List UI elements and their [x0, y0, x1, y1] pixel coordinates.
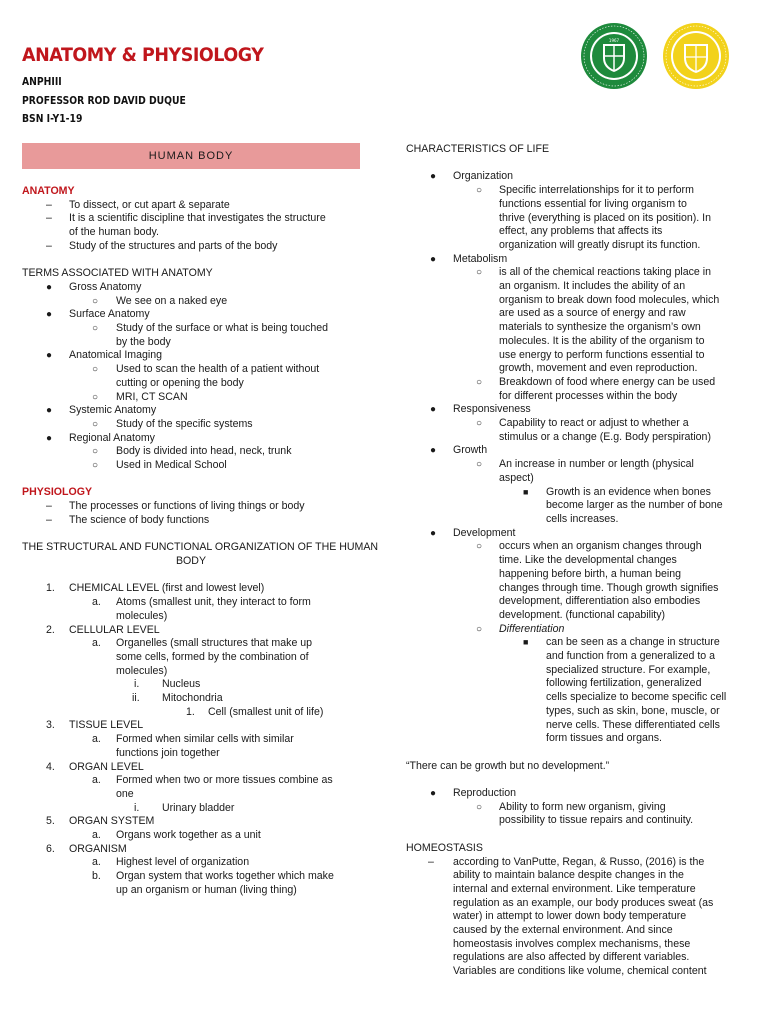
list-item: ○ Specific interrelationships for it to perform	[476, 184, 694, 197]
list-item: are used as a source of energy and raw	[499, 307, 686, 320]
list-item: 2. CELLULAR LEVEL	[46, 623, 160, 636]
list-item: ■ can be seen as a change in structure	[523, 636, 720, 649]
list-item: of the human body.	[69, 226, 159, 239]
list-item: a. Formed when similar cells with similar	[92, 733, 294, 746]
list-item: stimulus or a change (E.g. Body perspiration)	[499, 430, 711, 443]
list-item: ● Anatomical Imaging	[46, 349, 163, 362]
list-item: some cells, formed by the combination of	[116, 650, 309, 663]
list-item: i. Urinary bladder	[134, 801, 235, 814]
quote: “There can be growth but no development.”	[406, 759, 610, 772]
list-item: changes through time. Though growth signifies	[499, 581, 719, 594]
list-item: Variables are conditions like volume, chemical content	[453, 965, 707, 978]
list-item: regulations are also affected by different variables.	[453, 951, 690, 964]
course-code: ANPHIII	[22, 76, 62, 88]
list-item: molecules)	[116, 664, 168, 677]
list-item: aspect)	[499, 471, 534, 484]
list-item: ○ We see on a naked eye	[92, 294, 228, 307]
list-item: growth, movement and even reproduction.	[499, 362, 698, 375]
list-item: ○ Used to scan the health of a patient without	[92, 363, 320, 376]
human-body-banner: HUMAN BODY	[22, 143, 360, 169]
list-item: ● Metabolism	[430, 252, 508, 265]
list-item: homeostasis involves complex mechanisms, these	[453, 937, 691, 950]
list-item: ○ Capability to react or adjust to whether a	[476, 417, 689, 430]
list-item: – The processes or functions of living things or body	[46, 500, 305, 513]
physiology-heading: PHYSIOLOGY	[22, 486, 93, 499]
list-item: effect, any problems that affects its	[499, 225, 663, 238]
list-item: organization will greatly disrupt its function.	[499, 238, 701, 251]
terms-heading: TERMS ASSOCIATED WITH ANATOMY	[22, 267, 213, 280]
list-item: ● Systemic Anatomy	[46, 404, 157, 417]
list-item: ii. Mitochondria	[132, 692, 223, 705]
professor-name: PROFESSOR ROD DAVID DUQUE	[22, 95, 186, 107]
left-column	[22, 185, 379, 898]
list-item: form tissues and organs.	[546, 732, 662, 745]
list-item: ○ Breakdown of food where energy can be used	[476, 375, 716, 388]
list-item: ○ An increase in number or length (physical	[476, 458, 694, 471]
list-item: possibility to tissue repairs and continuity.	[499, 814, 694, 827]
list-item: ability to maintain balance despite changes in the	[453, 869, 684, 882]
list-item: ● Gross Anatomy	[46, 280, 142, 293]
list-item: ● Surface Anatomy	[46, 308, 150, 321]
list-item: for different processes within the body	[499, 389, 678, 402]
seal-year: 1967	[608, 38, 620, 43]
list-item: functions join together	[116, 746, 220, 759]
list-item: – according to VanPutte, Regan, & Russo, (2016) is the	[428, 855, 705, 868]
list-item: molecules)	[116, 609, 168, 622]
characteristics-heading: CHARACTERISTICS OF LIFE	[406, 143, 550, 155]
list-item: one	[116, 787, 134, 800]
list-item: 4. ORGAN LEVEL	[46, 760, 144, 773]
list-item: nerve cells. These differentiated cells	[546, 718, 720, 731]
list-item: ■ Growth is an evidence when bones	[523, 485, 711, 498]
list-item: – Study of the structures and parts of the body	[46, 239, 278, 252]
list-item: a. Formed when two or more tissues combine as	[92, 774, 333, 787]
list-item: organism to break down food molecules, which	[499, 293, 720, 306]
organization-heading-cont: BODY	[175, 554, 207, 567]
list-item: water) in attempt to lower down body temperature	[453, 910, 687, 923]
list-item: cells specialize to become specific cell	[546, 691, 727, 704]
list-item: 1. Cell (smallest unit of life)	[186, 705, 324, 718]
list-item: ○ Study of the specific systems	[92, 417, 253, 430]
list-item: ○ Used in Medical School	[92, 459, 227, 472]
list-item: and function from a generalized to a	[546, 650, 716, 663]
list-item: an organism. It includes the ability of an	[499, 280, 686, 293]
document-title: ANATOMY & PHYSIOLOGY	[22, 44, 264, 66]
list-item: specialized structure. For example,	[546, 663, 711, 676]
list-item: a. Organs work together as a unit	[92, 829, 261, 842]
list-item: ○ Study of the surface or what is being touched	[92, 322, 329, 335]
list-item: ● Development	[430, 526, 516, 539]
list-item: caused by the external environment. And since	[453, 924, 673, 937]
list-item: a. Atoms (smallest unit, they interact to form	[92, 596, 311, 609]
list-item: 5. ORGAN SYSTEM	[46, 815, 155, 828]
list-item: development, differentiation also embodies	[499, 595, 701, 608]
list-item: time. Like the developmental changes	[499, 554, 677, 567]
list-item: b. Organ system that works together which make	[92, 870, 334, 883]
list-item: ● Regional Anatomy	[46, 431, 155, 444]
list-item: ○ Ability to form new organism, giving	[476, 800, 666, 813]
list-item: ● Reproduction	[430, 787, 517, 800]
list-item: ○ MRI, CT SCAN	[92, 390, 188, 403]
university-seal-green-icon	[580, 22, 648, 90]
list-item: materials to synthesize the organism’s own	[499, 321, 701, 334]
section-label: BSN I-Y1-19	[22, 113, 83, 125]
list-item: following fertilization, generalized	[546, 677, 702, 690]
list-item: development. (functional capability)	[499, 608, 666, 621]
list-item: thrive (everything is placed on its position). In	[499, 211, 711, 224]
list-item: ● Growth	[430, 444, 488, 457]
homeostasis-heading: HOMEOSTASIS	[406, 841, 483, 854]
list-item: happening before birth, a human being	[499, 567, 681, 580]
organization-heading: THE STRUCTURAL AND FUNCTIONAL ORGANIZATION OF THE HUMAN	[22, 541, 379, 554]
list-item: ○ occurs when an organism changes through	[476, 540, 702, 553]
college-seal-yellow-icon	[662, 22, 730, 90]
list-item: use energy to perform functions essential to	[499, 348, 705, 361]
list-item: – It is a scientific discipline that investigates the structure	[46, 212, 326, 225]
list-item: functions essential for living organism to	[499, 197, 687, 210]
list-item: a. Organelles (small structures that make up	[92, 637, 313, 650]
list-item: types, such as skin, bone, muscle, or	[546, 704, 720, 717]
list-item: ○ Body is divided into head, neck, trunk	[92, 445, 292, 458]
list-item: by the body	[116, 335, 171, 348]
list-item: 6. ORGANISM	[46, 842, 127, 855]
anatomy-heading: ANATOMY	[22, 185, 75, 197]
list-item: cutting or opening the body	[116, 376, 244, 389]
list-item: 1. CHEMICAL LEVEL (first and lowest level)	[46, 582, 265, 595]
list-item: – The science of body functions	[46, 513, 210, 526]
list-item: molecules. It is the ability of the organism to	[499, 334, 705, 347]
list-item: become larger as the number of bone	[546, 499, 723, 512]
list-item: regulation as an example, our body produces sweat (as	[453, 896, 714, 909]
list-item: ○ Differentiation	[476, 622, 565, 635]
right-column	[406, 143, 756, 979]
list-item: cells increases.	[546, 512, 619, 525]
list-item: ● Responsiveness	[430, 403, 531, 416]
list-item: a. Highest level of organization	[92, 856, 250, 869]
list-item: internal and external environment. Like temperature	[453, 882, 696, 895]
list-item: ● Organization	[430, 170, 514, 183]
list-item: ○ is all of the chemical reactions taking place in	[476, 266, 711, 279]
list-item: i. Nucleus	[134, 678, 201, 691]
list-item: – To dissect, or cut apart & separate	[46, 198, 230, 211]
list-item: up an organism or human (living thing)	[116, 883, 297, 896]
list-item: 3. TISSUE LEVEL	[46, 719, 144, 732]
